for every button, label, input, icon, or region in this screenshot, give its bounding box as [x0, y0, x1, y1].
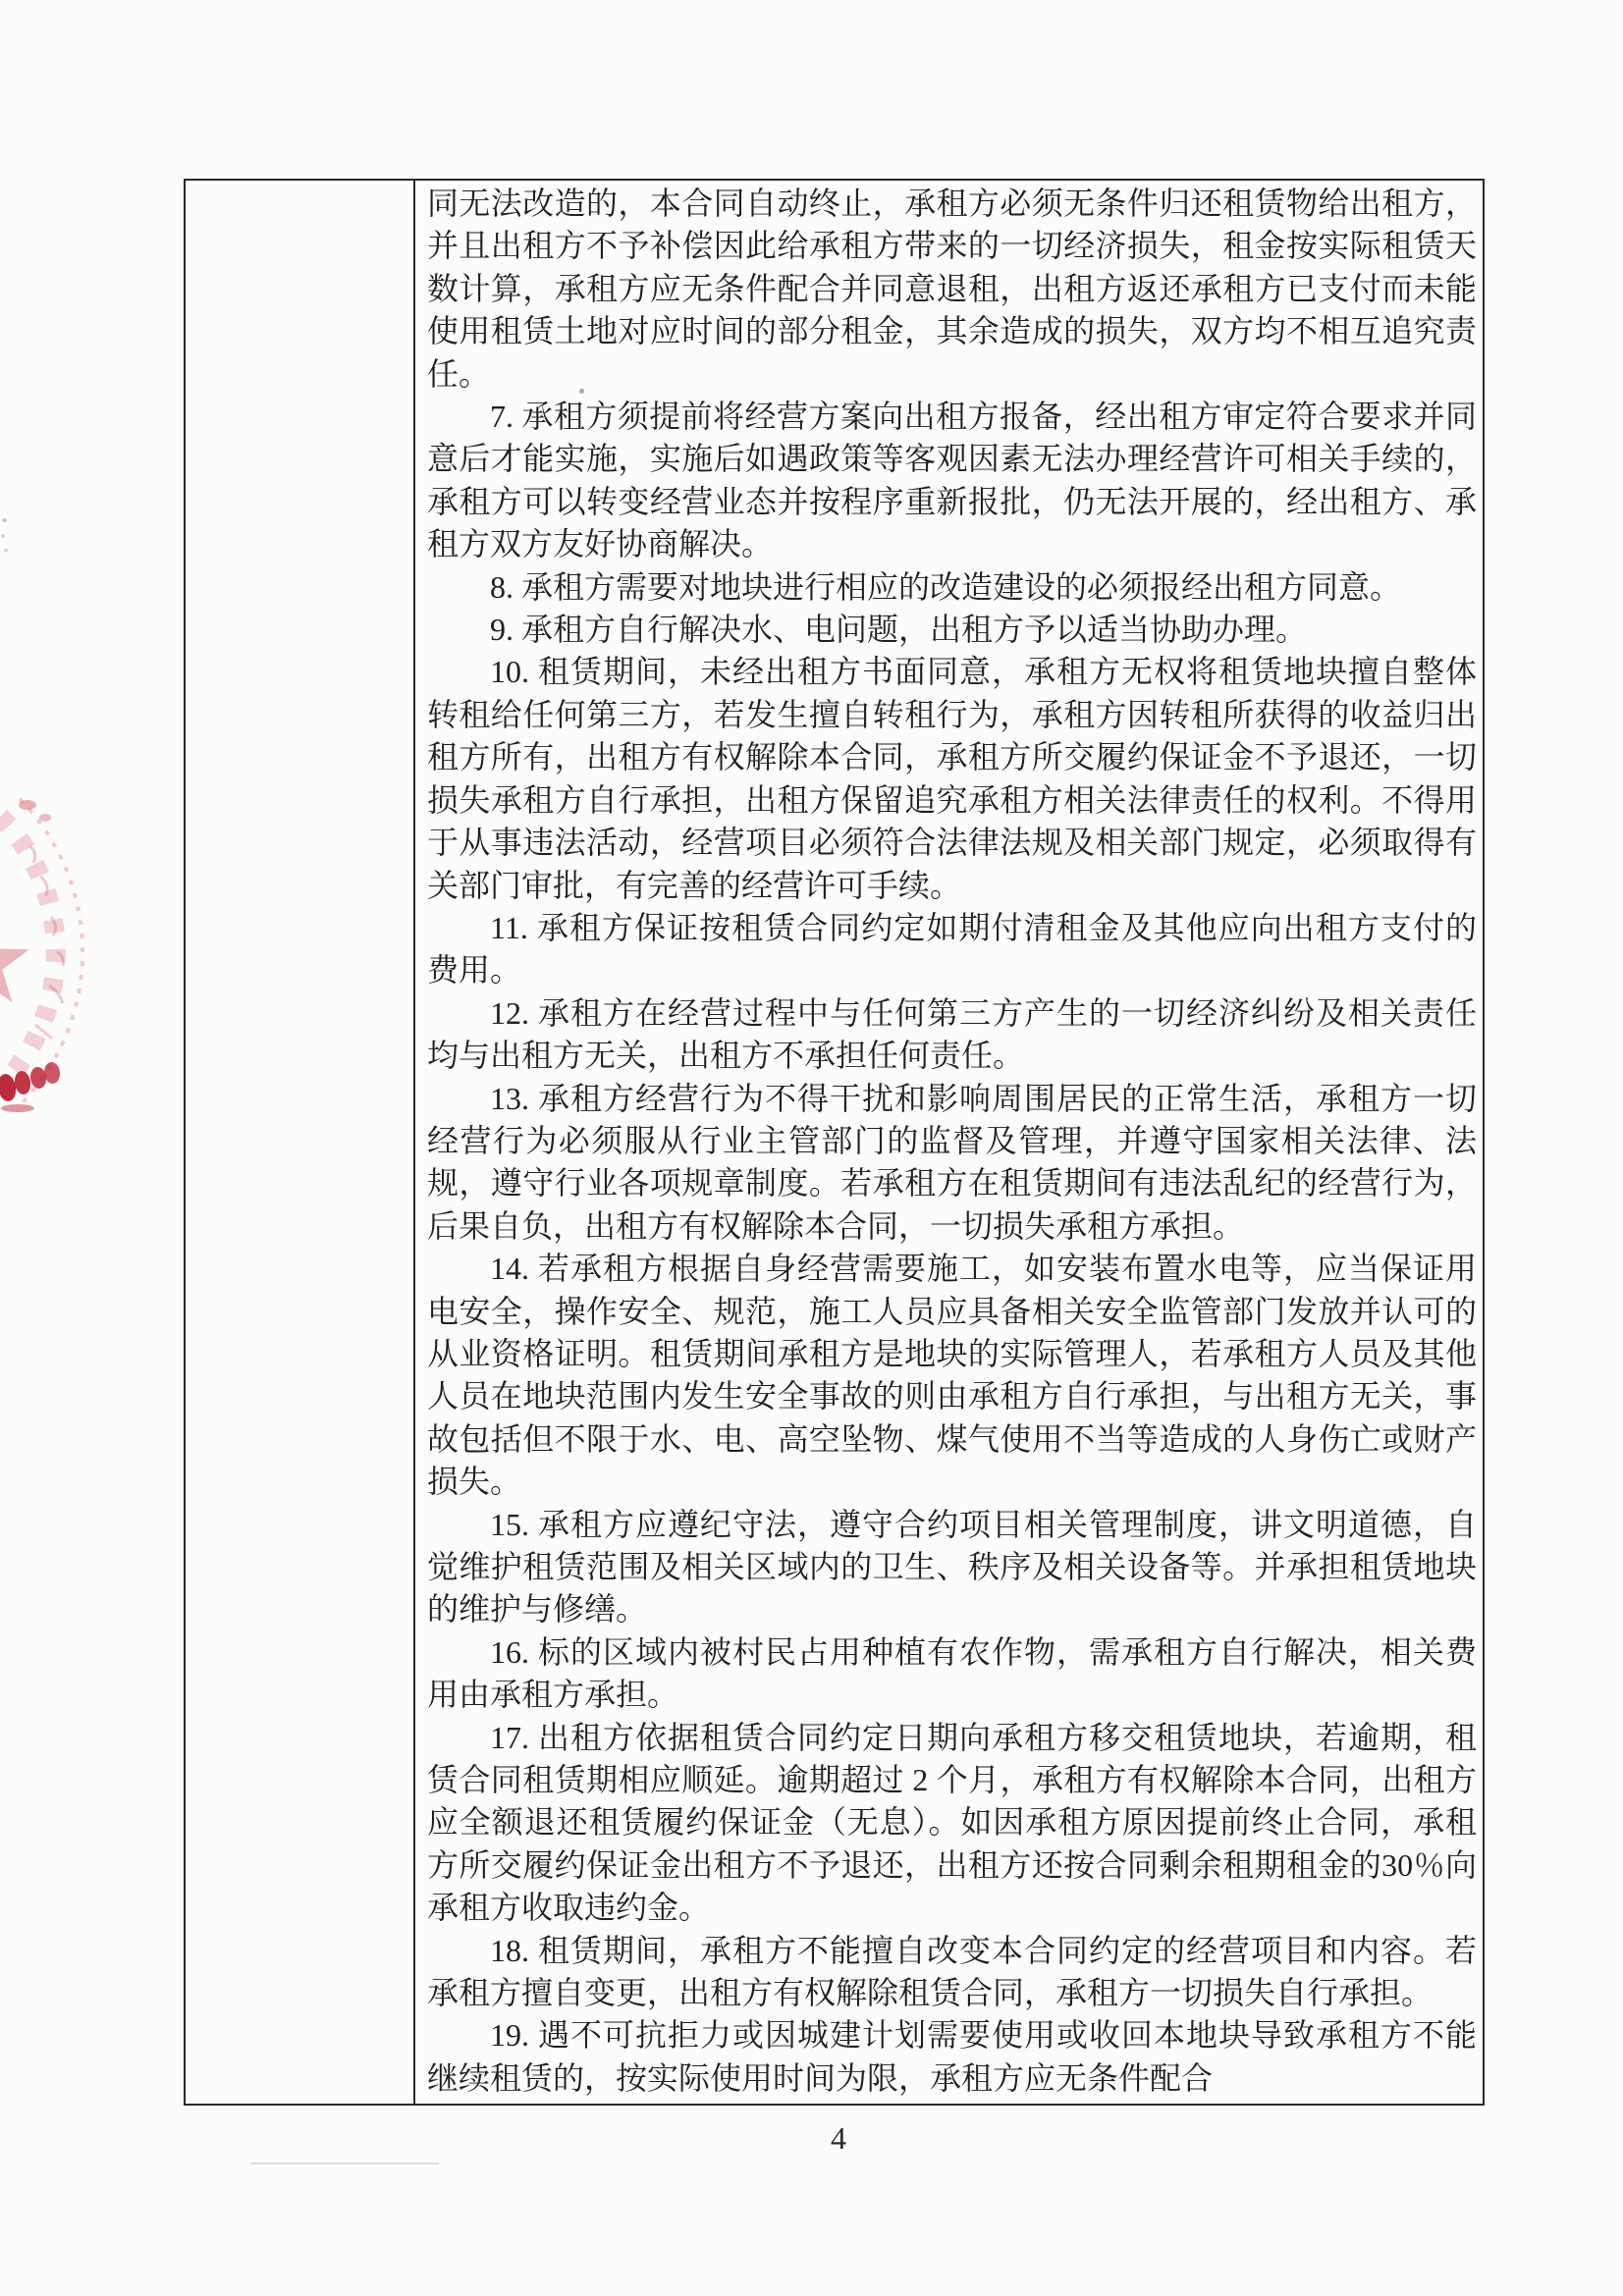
contract-paragraph: 17. 出租方依据租赁合同约定日期向承租方移交租赁地块，若逾期，租赁合同租赁期相应顺延。逾期超过 2 个月，承租方有权解除本合同，出租方应全额退还租赁履约保证金（无息）。如因承租方原因提前终止合同，承租方所交履约保证金出租方不予退还，出租方还按合同剩余租期租金的30％向承租方收取违约金。	[427, 1719, 1477, 1926]
scan-line-artifact	[250, 2163, 439, 2164]
contract-paragraph: 同无法改造的，本合同自动终止，承租方必须无条件归还租赁物给出租方，并且出租方不予补偿因此给承租方带来的一切经济损失，租金按实际租赁天数计算，承租方应无条件配合并同意退租，出租方返还承租方已支付而未能使用租赁土地对应时间的部分租金，其余造成的损失，双方均不相互追究责任。	[427, 186, 1477, 392]
contract-table	[184, 179, 1485, 2106]
seal-star-icon	[0, 917, 29, 1002]
contract-paragraph: 11. 承租方保证按租赁合同约定如期付清租金及其他应向出租方支付的费用。	[427, 909, 1477, 988]
contract-paragraph: 16. 标的区域内被村民占用种植有农作物，需承租方自行解决，相关费用由承租方承担。	[427, 1633, 1477, 1713]
contract-paragraph: 8. 承租方需要对地块进行相应的改造建设的必须报经出租方同意。	[490, 568, 1402, 605]
scan-speck	[4, 549, 8, 552]
contract-paragraph: 19. 遇不可抗拒力或因城建计划需要使用或收回本地块导致承租方不能继续租赁的，按实际使用时间为限，承租方应无条件配合	[427, 2017, 1477, 2096]
seal-ink-blobs	[0, 1061, 61, 1112]
table-left-label-cell-empty	[186, 181, 415, 2104]
contract-paragraph: 10. 租赁期间，未经出租方书面同意，承租方无权将租赁地块擅自整体转租给任何第三方，若发生擅自转租行为，承租方因转租所获得的收益归出租方所有，出租方有权解除本合同，承租方所交履约保证金不予退还，一切损失承租方自行承担，出租方保留追究承租方相关法律责任的权利。不得用于从事违法活动，经营项目必须符合法律法规及相关部门规定，必须取得有关部门审批，有完善的经营许可手续。	[427, 654, 1477, 903]
red-seal-stamp	[0, 777, 128, 1141]
contract-paragraph: 12. 承租方在经营过程中与任何第三方产生的一切经济纠纷及相关责任均与出租方无关，出租方不承担任何责任。	[427, 994, 1477, 1074]
scan-dot-artifact	[579, 389, 584, 394]
scan-speck	[1, 534, 5, 538]
contract-paragraph: 13. 承租方经营行为不得干扰和影响周围居民的正常生活，承租方一切经营行为必须服从行业主管部门的监督及管理，并遵守国家相关法律、法规，遵守行业各项规章制度。若承租方在租赁期间有违法乱纪的经营行为，后果自负，出租方有权解除本合同，一切损失承租方承担。	[427, 1080, 1477, 1244]
seal-accent	[39, 814, 51, 822]
contract-paragraph: 18. 租赁期间，承租方不能擅自改变本合同约定的经营项目和内容。若承租方擅自变更，出租方有权解除租赁合同，承租方一切损失自行承担。	[427, 1932, 1477, 2011]
contract-paragraph: 9. 承租方自行解决水、电问题，出租方予以适当协助办理。	[490, 612, 1308, 648]
seal-accent	[19, 800, 36, 810]
scan-speck	[2, 518, 7, 522]
page-number: 4	[831, 2120, 846, 2156]
contract-clauses-cell	[415, 181, 1483, 2104]
contract-paragraph: 14. 若承租方根据自身经营需要施工，如安装布置水电等，应当保证用电安全，操作安全、规范，施工人员应具备相关安全监管部门发放并认可的从业资格证明。租赁期间承租方是地块的实际管理人，若承租方人员及其他人员在地块范围内发生安全事故的则由承租方自行承担，与出租方无关，事故包括但不限于水、电、高空坠物、煤气使用不当等造成的人身伤亡或财产损失。	[427, 1251, 1477, 1500]
contract-paragraph: 7. 承租方须提前将经营方案向出租方报备，经出租方审定符合要求并同意后才能实施，实施后如遇政策等客观因素无法办理经营许可相关手续的，承租方可以转变经营业态并按程序重新报批，仍无法开展的，经出租方、承租方双方友好协商解决。	[427, 399, 1477, 562]
contract-paragraph: 15. 承租方应遵纪守法，遵守合约项目相关管理制度，讲文明道德，自觉维护租赁范围及相关区域内的卫生、秩序及相关设备等。并承担租赁地块的维护与修缮。	[427, 1506, 1477, 1628]
